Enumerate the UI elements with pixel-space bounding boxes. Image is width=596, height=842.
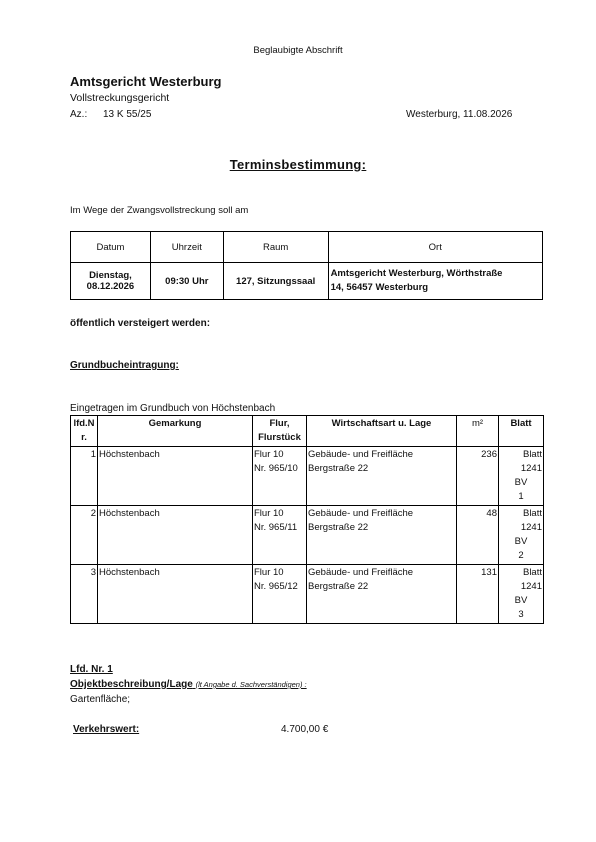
row-lage-value: Bergstraße 22 [308, 581, 369, 592]
row-blatt [499, 506, 544, 565]
header-lfd-nr [71, 416, 98, 447]
court-department: Vollstreckungsgericht [70, 92, 170, 104]
table-row [71, 447, 544, 506]
row-m2: 131 [457, 565, 499, 624]
header-place: Ort [328, 232, 542, 263]
file-number-label: Az.: [70, 109, 88, 120]
header-lfd-line2: r. [81, 432, 87, 443]
header-gemarkung: Gemarkung [98, 416, 253, 447]
row-art-value: Gebäude- und Freifläche [308, 508, 414, 519]
header-flur-line1: Flur, [269, 418, 290, 429]
header-time: Uhrzeit [150, 232, 223, 263]
appointment-date [71, 263, 151, 300]
row-flurstueck-value: Nr. 965/11 [254, 522, 298, 533]
header-flur [253, 416, 307, 447]
court-name: Amtsgericht Westerburg [70, 74, 222, 89]
object-description-heading [70, 679, 307, 690]
row-gemarkung: Höchstenbach [98, 447, 253, 506]
row-gemarkung: Höchstenbach [98, 506, 253, 565]
appointment-room: 127, Sitzungssaal [223, 263, 328, 300]
table-row [71, 565, 544, 624]
row-flurstueck-value: Nr. 965/12 [254, 581, 298, 592]
row-bv-number: 3 [518, 609, 524, 620]
row-bv-number: 1 [518, 491, 524, 502]
row-wirtschaftsart [307, 565, 457, 624]
header-blatt: Blatt [499, 416, 544, 447]
row-bv-label: BV [514, 477, 528, 488]
row-m2: 48 [457, 506, 499, 565]
row-flurstueck-value: Nr. 965/10 [254, 463, 298, 474]
object-description-note: (lt Angabe d. Sachverständigen) : [195, 680, 307, 689]
row-art-value: Gebäude- und Freifläche [308, 449, 414, 460]
market-value: 4.700,00 € [281, 724, 329, 735]
header-room: Raum [223, 232, 328, 263]
document-title: Terminsbestimmung: [229, 157, 367, 172]
row-blatt-label: Blatt [522, 449, 542, 460]
row-blatt-label: Blatt [522, 508, 542, 519]
row-flur [253, 506, 307, 565]
row-art-value: Gebäude- und Freifläche [308, 567, 414, 578]
row-flur-value: Flur 10 [254, 449, 284, 460]
appointment-value-row [71, 263, 543, 300]
row-number: 3 [71, 565, 98, 624]
appointment-place-line1: Amtsgericht Westerburg, Wörthstraße [330, 268, 503, 279]
row-blatt-number: 1241 [520, 581, 542, 592]
row-bv-label: BV [514, 595, 528, 606]
land-register-intro: Eingetragen im Grundbuch von Höchstenbach [70, 403, 276, 414]
lot-number: Lfd. Nr. 1 [70, 664, 113, 675]
auction-statement: öffentlich versteigert werden: [70, 318, 211, 329]
row-bv-label: BV [514, 536, 528, 547]
market-value-label: Verkehrswert: [73, 724, 140, 735]
header-lfd-line1: lfd.N [73, 418, 95, 429]
land-register-header-row [71, 416, 544, 447]
appointment-header-row [71, 232, 543, 263]
certified-copy-note: Beglaubigte Abschrift [253, 45, 343, 56]
table-row [71, 506, 544, 565]
header-flur-line2: Flurstück [258, 432, 301, 443]
row-flur [253, 447, 307, 506]
appointment-weekday: Dienstag, [89, 270, 132, 281]
row-number: 2 [71, 506, 98, 565]
row-wirtschaftsart [307, 447, 457, 506]
row-flur-value: Flur 10 [254, 567, 284, 578]
file-number-value: 13 K 55/25 [103, 109, 152, 120]
row-flur [253, 565, 307, 624]
appointment-place-line2: 14, 56457 Westerburg [330, 282, 429, 293]
row-flur-value: Flur 10 [254, 508, 284, 519]
row-wirtschaftsart [307, 506, 457, 565]
row-lage-value: Bergstraße 22 [308, 522, 369, 533]
row-gemarkung: Höchstenbach [98, 565, 253, 624]
header-date: Datum [71, 232, 151, 263]
row-lage-value: Bergstraße 22 [308, 463, 369, 474]
object-description-label: Objektbeschreibung/Lage [70, 679, 193, 690]
object-description: Gartenfläche; [70, 694, 131, 705]
row-blatt [499, 447, 544, 506]
appointment-time: 09:30 Uhr [150, 263, 223, 300]
appointment-place [328, 263, 542, 300]
row-blatt-number: 1241 [520, 463, 542, 474]
row-blatt-label: Blatt [522, 567, 542, 578]
land-register-table [70, 415, 544, 624]
row-m2: 236 [457, 447, 499, 506]
row-blatt [499, 565, 544, 624]
row-bv-number: 2 [518, 550, 524, 561]
header-wirtschaftsart: Wirtschaftsart u. Lage [307, 416, 457, 447]
place-date: Westerburg, 11.08.2026 [406, 109, 513, 120]
appointment-table [70, 231, 543, 300]
appointment-date-value: 08.12.2026 [86, 281, 135, 292]
row-number: 1 [71, 447, 98, 506]
intro-text: Im Wege der Zwangsvollstreckung soll am [70, 205, 249, 216]
row-blatt-number: 1241 [520, 522, 542, 533]
header-m2: m² [457, 416, 499, 447]
land-register-heading: Grundbucheintragung: [70, 360, 179, 371]
